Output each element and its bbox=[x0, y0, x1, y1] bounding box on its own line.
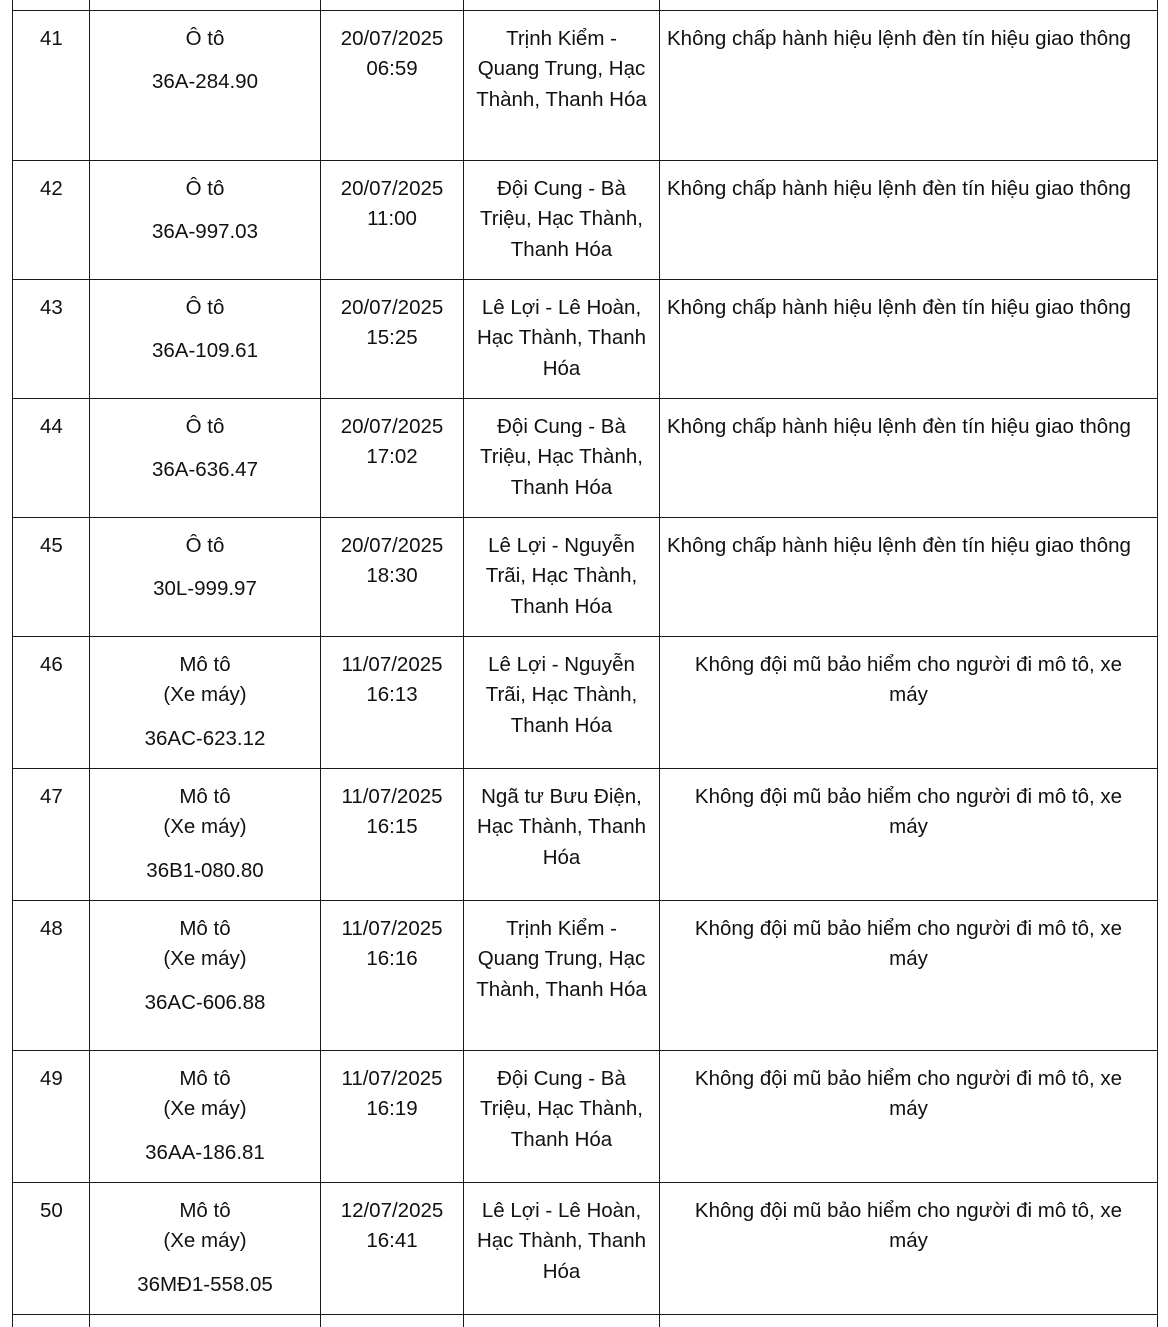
table-row bbox=[13, 161, 1158, 280]
datetime-cell bbox=[321, 518, 464, 637]
location-cell: Trịnh Kiểm - Quang Trung, Hạc Thành, Thanh Hóa bbox=[464, 11, 660, 161]
vehicle-type: Ô tô bbox=[96, 24, 314, 54]
violation-date: 11/07/2025 bbox=[327, 650, 457, 680]
datetime-cell bbox=[321, 1183, 464, 1315]
stub-cell bbox=[13, 0, 90, 11]
row-number-cell: 47 bbox=[13, 769, 90, 901]
violation-time: 18:30 bbox=[327, 561, 457, 591]
violation-cell: Không đội mũ bảo hiểm cho người đi mô tô, xe máy bbox=[660, 769, 1158, 901]
vehicle-type: Ô tô bbox=[96, 531, 314, 561]
violation-date: 12/07/2025 bbox=[327, 1196, 457, 1226]
vehicle-cell bbox=[90, 11, 321, 161]
violation-time: 16:16 bbox=[327, 944, 457, 974]
vehicle-type: Mô tô bbox=[96, 1064, 314, 1094]
row-number-cell: 50 bbox=[13, 1183, 90, 1315]
violation-date: 20/07/2025 bbox=[327, 412, 457, 442]
violation-date: 20/07/2025 bbox=[327, 24, 457, 54]
license-plate: 36A-284.90 bbox=[96, 67, 314, 97]
vehicle-subtype: (Xe máy) bbox=[96, 680, 314, 710]
stub-cell bbox=[90, 1315, 321, 1327]
vehicle-subtype: (Xe máy) bbox=[96, 1226, 314, 1256]
violation-time: 06:59 bbox=[327, 54, 457, 84]
row-number-cell: 44 bbox=[13, 399, 90, 518]
license-plate: 36B1-080.80 bbox=[96, 856, 314, 886]
row-number-cell: 41 bbox=[13, 11, 90, 161]
table-row bbox=[13, 1051, 1158, 1183]
table-row bbox=[13, 901, 1158, 1051]
stub-cell bbox=[321, 1315, 464, 1327]
vehicle-cell bbox=[90, 399, 321, 518]
violation-cell: Không chấp hành hiệu lệnh đèn tín hiệu giao thông bbox=[660, 280, 1158, 399]
datetime-cell bbox=[321, 399, 464, 518]
stub-cell bbox=[660, 1315, 1158, 1327]
stub-cell bbox=[90, 0, 321, 11]
violation-cell: Không đội mũ bảo hiểm cho người đi mô tô, xe máy bbox=[660, 1051, 1158, 1183]
vehicle-cell bbox=[90, 637, 321, 769]
license-plate: 36A-109.61 bbox=[96, 336, 314, 366]
stub-cell bbox=[464, 1315, 660, 1327]
location-cell: Lê Lợi - Lê Hoàn, Hạc Thành, Thanh Hóa bbox=[464, 280, 660, 399]
violation-table bbox=[12, 0, 1158, 1327]
row-number-cell: 46 bbox=[13, 637, 90, 769]
vehicle-cell bbox=[90, 901, 321, 1051]
license-plate: 36A-636.47 bbox=[96, 455, 314, 485]
location-cell: Đội Cung - Bà Triệu, Hạc Thành, Thanh Hóa bbox=[464, 399, 660, 518]
violation-cell: Không chấp hành hiệu lệnh đèn tín hiệu giao thông bbox=[660, 161, 1158, 280]
violation-cell: Không chấp hành hiệu lệnh đèn tín hiệu giao thông bbox=[660, 399, 1158, 518]
row-number-cell: 48 bbox=[13, 901, 90, 1051]
vehicle-cell bbox=[90, 1051, 321, 1183]
violation-time: 16:13 bbox=[327, 680, 457, 710]
violation-time: 16:19 bbox=[327, 1094, 457, 1124]
vehicle-cell bbox=[90, 280, 321, 399]
vehicle-subtype: (Xe máy) bbox=[96, 944, 314, 974]
violation-time: 17:02 bbox=[327, 442, 457, 472]
table-row bbox=[13, 399, 1158, 518]
table-row bbox=[13, 1183, 1158, 1315]
location-cell: Lê Lợi - Nguyễn Trãi, Hạc Thành, Thanh Hóa bbox=[464, 637, 660, 769]
table-row bbox=[13, 769, 1158, 901]
violation-date: 11/07/2025 bbox=[327, 1064, 457, 1094]
violation-date: 20/07/2025 bbox=[327, 174, 457, 204]
violation-cell: Không đội mũ bảo hiểm cho người đi mô tô, xe máy bbox=[660, 901, 1158, 1051]
table-row bbox=[13, 518, 1158, 637]
license-plate: 36A-997.03 bbox=[96, 217, 314, 247]
table-row bbox=[13, 11, 1158, 161]
vehicle-type: Ô tô bbox=[96, 412, 314, 442]
table-row bbox=[13, 637, 1158, 769]
location-cell: Đội Cung - Bà Triệu, Hạc Thành, Thanh Hóa bbox=[464, 1051, 660, 1183]
vehicle-cell bbox=[90, 518, 321, 637]
stub-cell bbox=[660, 0, 1158, 11]
vehicle-type: Mô tô bbox=[96, 650, 314, 680]
license-plate: 36AC-606.88 bbox=[96, 988, 314, 1018]
violation-date: 20/07/2025 bbox=[327, 293, 457, 323]
stub-cell bbox=[464, 0, 660, 11]
license-plate: 30L-999.97 bbox=[96, 574, 314, 604]
vehicle-cell bbox=[90, 1183, 321, 1315]
violation-date: 11/07/2025 bbox=[327, 782, 457, 812]
datetime-cell bbox=[321, 769, 464, 901]
vehicle-subtype: (Xe máy) bbox=[96, 1094, 314, 1124]
violation-table-wrapper bbox=[12, 0, 1157, 1327]
vehicle-subtype: (Xe máy) bbox=[96, 812, 314, 842]
datetime-cell bbox=[321, 280, 464, 399]
license-plate: 36MĐ1-558.05 bbox=[96, 1270, 314, 1300]
vehicle-type: Ô tô bbox=[96, 293, 314, 323]
violation-cell: Không đội mũ bảo hiểm cho người đi mô tô, xe máy bbox=[660, 637, 1158, 769]
violation-cell: Không đội mũ bảo hiểm cho người đi mô tô, xe máy bbox=[660, 1183, 1158, 1315]
violation-time: 15:25 bbox=[327, 323, 457, 353]
stub-cell bbox=[13, 1315, 90, 1327]
vehicle-type: Mô tô bbox=[96, 782, 314, 812]
location-cell: Lê Lợi - Lê Hoàn, Hạc Thành, Thanh Hóa bbox=[464, 1183, 660, 1315]
row-number-cell: 49 bbox=[13, 1051, 90, 1183]
row-number-cell: 43 bbox=[13, 280, 90, 399]
violation-cell: Không chấp hành hiệu lệnh đèn tín hiệu giao thông bbox=[660, 11, 1158, 161]
location-cell: Đội Cung - Bà Triệu, Hạc Thành, Thanh Hóa bbox=[464, 161, 660, 280]
datetime-cell bbox=[321, 901, 464, 1051]
table-row bbox=[13, 280, 1158, 399]
violation-time: 16:15 bbox=[327, 812, 457, 842]
violation-time: 11:00 bbox=[327, 204, 457, 234]
violation-date: 20/07/2025 bbox=[327, 531, 457, 561]
location-cell: Ngã tư Bưu Điện, Hạc Thành, Thanh Hóa bbox=[464, 769, 660, 901]
table-top-stub-row bbox=[13, 0, 1158, 11]
vehicle-cell bbox=[90, 161, 321, 280]
location-cell: Lê Lợi - Nguyễn Trãi, Hạc Thành, Thanh Hóa bbox=[464, 518, 660, 637]
row-number-cell: 42 bbox=[13, 161, 90, 280]
violation-cell: Không chấp hành hiệu lệnh đèn tín hiệu giao thông bbox=[660, 518, 1158, 637]
violation-time: 16:41 bbox=[327, 1226, 457, 1256]
violation-table-body bbox=[13, 0, 1158, 1327]
license-plate: 36AA-186.81 bbox=[96, 1138, 314, 1168]
vehicle-type: Mô tô bbox=[96, 1196, 314, 1226]
row-number-cell: 45 bbox=[13, 518, 90, 637]
license-plate: 36AC-623.12 bbox=[96, 724, 314, 754]
location-cell: Trịnh Kiểm - Quang Trung, Hạc Thành, Thanh Hóa bbox=[464, 901, 660, 1051]
datetime-cell bbox=[321, 637, 464, 769]
vehicle-type: Ô tô bbox=[96, 174, 314, 204]
vehicle-type: Mô tô bbox=[96, 914, 314, 944]
datetime-cell bbox=[321, 11, 464, 161]
stub-cell bbox=[321, 0, 464, 11]
violation-date: 11/07/2025 bbox=[327, 914, 457, 944]
vehicle-cell bbox=[90, 769, 321, 901]
datetime-cell bbox=[321, 1051, 464, 1183]
datetime-cell bbox=[321, 161, 464, 280]
table-bottom-stub-row bbox=[13, 1315, 1158, 1327]
